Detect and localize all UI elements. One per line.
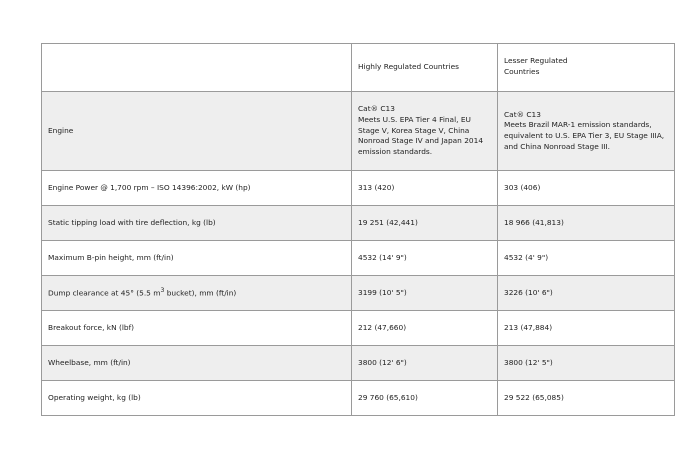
value-lesser-dump-clearance: 3226 (10' 6") xyxy=(498,276,675,311)
row-label-dump-clearance xyxy=(42,276,352,311)
table-row-dump-clearance xyxy=(42,276,675,311)
value-highly-breakout-force: 212 (47,660) xyxy=(352,311,498,346)
header-lesser-regulated: Lesser Regulated Countries xyxy=(498,44,675,92)
engine-lesser-cell xyxy=(498,92,675,171)
table-row-b-pin-height xyxy=(42,241,675,276)
engine-highly-cell xyxy=(352,92,498,171)
specifications-table xyxy=(41,43,675,416)
table-row-operating-weight xyxy=(42,381,675,416)
engine-lesser-standards: Meets Brazil MAR-1 emission standards, equivalent to U.S. EPA Tier 3, EU Stage IIIA, and China Nonroad Stage III. xyxy=(504,120,665,151)
value-highly-dump-clearance: 3199 (10' 5") xyxy=(352,276,498,311)
value-highly-tipping-load: 19 251 (42,441) xyxy=(352,206,498,241)
table-row-engine-power xyxy=(42,171,675,206)
engine-highly-standards: Meets U.S. EPA Tier 4 Final, EU Stage V, Korea Stage V, China Nonroad Stage IV and Japan 2014 emission standards. xyxy=(358,114,484,157)
value-lesser-engine-power: 303 (406) xyxy=(498,171,675,206)
engine-highly-model: Cat® C13 xyxy=(358,104,395,114)
header-highly-regulated: Highly Regulated Countries xyxy=(352,44,498,92)
engine-lesser-model: Cat® C13 xyxy=(504,109,541,119)
value-highly-b-pin-height: 4532 (14' 9") xyxy=(352,241,498,276)
value-highly-wheelbase: 3800 (12' 6") xyxy=(352,346,498,381)
value-highly-engine-power: 313 (420) xyxy=(352,171,498,206)
row-label-engine: Engine xyxy=(42,92,352,171)
row-label-engine-power: Engine Power @ 1,700 rpm – ISO 14396:2002, kW (hp) xyxy=(42,171,352,206)
row-label-b-pin-height: Maximum B-pin height, mm (ft/in) xyxy=(42,241,352,276)
row-label-breakout-force: Breakout force, kN (lbf) xyxy=(42,311,352,346)
value-lesser-breakout-force: 213 (47,884) xyxy=(498,311,675,346)
cubic-superscript: 3 xyxy=(160,286,165,294)
table-row-wheelbase xyxy=(42,346,675,381)
table-row-tipping-load xyxy=(42,206,675,241)
row-label-operating-weight: Operating weight, kg (lb) xyxy=(42,381,352,416)
value-highly-operating-weight: 29 760 (65,610) xyxy=(352,381,498,416)
row-label-tipping-load: Static tipping load with tire deflection, kg (lb) xyxy=(42,206,352,241)
table-row-breakout-force xyxy=(42,311,675,346)
value-lesser-b-pin-height: 4532 (4' 9") xyxy=(498,241,675,276)
dump-clearance-label-prefix: Dump clearance at 45° (5.5 m xyxy=(48,288,161,298)
value-lesser-operating-weight: 29 522 (65,085) xyxy=(498,381,675,416)
table-row-engine xyxy=(42,92,675,171)
value-lesser-tipping-load: 18 966 (41,813) xyxy=(498,206,675,241)
table-header-row xyxy=(42,44,675,92)
value-lesser-wheelbase: 3800 (12' 5") xyxy=(498,346,675,381)
row-label-wheelbase: Wheelbase, mm (ft/in) xyxy=(42,346,352,381)
header-label-cell xyxy=(42,44,352,92)
dump-clearance-label-suffix: bucket), mm (ft/in) xyxy=(164,288,237,298)
